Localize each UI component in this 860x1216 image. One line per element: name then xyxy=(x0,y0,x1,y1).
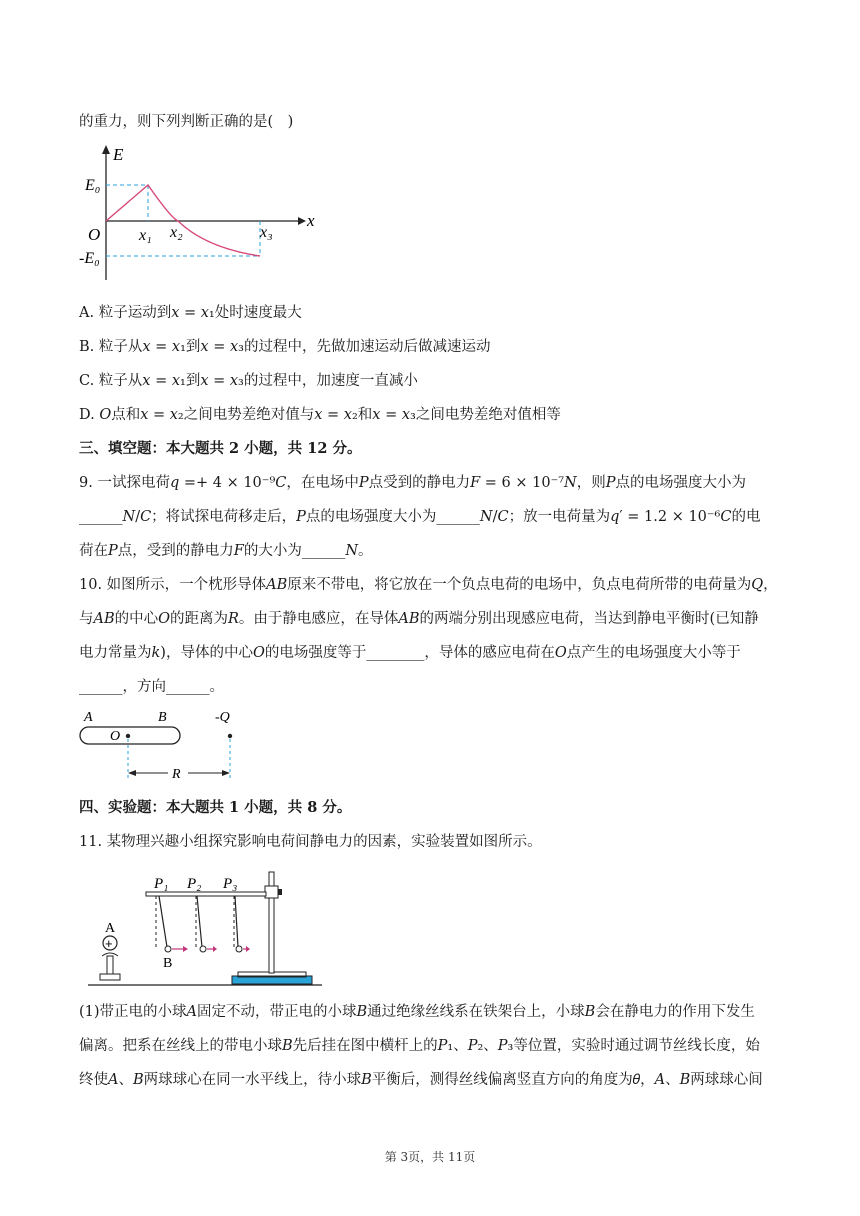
apparatus-figure xyxy=(86,868,326,992)
section-heading-experiment: 四、实验题：本大题共 1 小题，共 8 分。 xyxy=(79,799,352,816)
question-10-line-2: 与𝐴𝐵的中心𝑂的距离为𝑅。由于静电感应，在导体𝐴𝐵的两端分别出现感应电荷，当达到静电平衡时(已知静 xyxy=(79,611,759,627)
option-a: A. 粒子运动到𝑥 = 𝑥₁处时速度最大 xyxy=(79,305,302,321)
question-11-line-1: (1)带正电的小球𝐴固定不动，带正电的小球𝐵通过绝缘丝线系在铁架台上，小球𝐵会在静电力的作用下发生 xyxy=(79,1004,755,1020)
e-x-graph xyxy=(76,140,326,285)
question-11-intro: 11. 某物理兴趣小组探究影响电荷间静电力的因素，实验装置如图所示。 xyxy=(79,834,542,850)
x1-label: x₁ xyxy=(139,227,152,244)
page-footer: 第 3页，共 11页 xyxy=(384,1150,476,1164)
r-arrow-left-head xyxy=(128,770,136,776)
stand-clamp xyxy=(265,886,278,898)
x-axis-arrow xyxy=(298,217,306,225)
option-c: C. 粒子从𝑥 = 𝑥₁到𝑥 = 𝑥₃的过程中，加速度一直减小 xyxy=(79,373,418,389)
section-heading-fill-in: 三、填空题：本大题共 2 小题，共 12 分。 xyxy=(79,440,362,457)
question-9-line-1: 9. 一试探电荷𝑞 =+ 4 × 10⁻⁹𝐶，在电场中𝑃点受到的静电力𝐹 = 6 × 10⁻⁷𝑁，则𝑃点的电场强度大小为 xyxy=(79,475,746,491)
cross-bar xyxy=(146,892,266,896)
question-10-line-3: 电力常量为𝑘)，导体的中心𝑂的电场强度等于________，导体的感应电荷在𝑂点产生的电场强度大小等于 xyxy=(79,645,741,661)
e-axis-label: E xyxy=(113,145,124,164)
origin-label: O xyxy=(88,225,101,244)
label-b: B xyxy=(163,956,173,971)
pillar-base xyxy=(100,974,120,980)
label-o: O xyxy=(110,729,121,744)
label-a: A xyxy=(105,921,116,936)
insulated-pillar xyxy=(107,956,113,974)
question-11-line-3: 终使𝐴、𝐵两球球心在同一水平线上，待小球𝐵平衡后，测得丝线偏离竖直方向的角度为𝜃，𝐴、𝐵两球球心间 xyxy=(79,1072,763,1088)
force-arrowhead-p1 xyxy=(183,946,188,952)
ball-b-p2 xyxy=(200,946,206,952)
e0-label: E₀ xyxy=(85,177,101,194)
label-a: A xyxy=(84,710,93,725)
neg-e0-label: -E₀ xyxy=(79,250,100,267)
e-axis-arrow xyxy=(102,145,110,154)
ball-a-plus-sign: + xyxy=(105,936,113,951)
force-arrowhead-p3 xyxy=(246,946,250,952)
question-10-line-4: ______，方向______。 xyxy=(79,679,224,695)
label-p1: P₁ xyxy=(154,876,169,892)
question-9-line-3: 荷在𝑃点，受到的静电力𝐹的大小为______𝑁。 xyxy=(79,543,373,559)
apparatus-diagram xyxy=(86,868,326,992)
option-d: D. 𝑂点和𝑥 = 𝑥₂之间电势差绝对值与𝑥 = 𝑥₂和𝑥 = 𝑥₃之间电势差绝对值相等 xyxy=(79,407,561,423)
e-x-graph-figure xyxy=(76,140,326,285)
x-axis-label: x xyxy=(307,211,315,230)
x3-label: x₃ xyxy=(260,224,273,241)
p3-thread xyxy=(235,896,238,947)
clamp-screw xyxy=(278,889,282,895)
question-9-line-2: ______𝑁/𝐶；将试探电荷移走后，𝑃点的电场强度大小为______𝑁/𝐶；放一电荷量为𝑞′ = 1.2 × 10⁻⁶𝐶的电 xyxy=(79,509,761,525)
negative-charge-point xyxy=(228,734,232,738)
label-p2: P₂ xyxy=(187,876,202,892)
x2-label: x₂ xyxy=(170,224,183,241)
center-point-o xyxy=(126,734,130,738)
label-neg-q: -Q xyxy=(215,710,230,725)
label-b: B xyxy=(158,710,167,725)
label-p3: P₃ xyxy=(223,876,238,892)
force-arrowhead-p2 xyxy=(213,946,217,952)
question-11-line-2: 偏离。把系在丝线上的带电小球𝐵先后挂在图中横杆上的𝑃₁、𝑃₂、𝑃₃等位置，实验时通过调节丝线长度，始 xyxy=(79,1038,760,1054)
pillow-conductor-figure xyxy=(76,705,246,785)
ball-b-p1 xyxy=(165,946,171,952)
r-arrow-right-head xyxy=(222,770,230,776)
label-r: R xyxy=(172,767,181,782)
p1-thread xyxy=(159,896,167,947)
question-stem-continuation: 的重力，则下列判断正确的是( ) xyxy=(79,114,294,130)
pillow-conductor-diagram xyxy=(76,705,246,785)
ball-b-p3 xyxy=(236,946,242,952)
p2-thread xyxy=(197,896,202,947)
question-10-line-1: 10. 如图所示，一个枕形导体𝐴𝐵原来不带电，将它放在一个负点电荷的电场中，负点电荷所带的电荷量为𝑄， xyxy=(79,577,778,593)
option-b: B. 粒子从𝑥 = 𝑥₁到𝑥 = 𝑥₃的过程中，先做加速运动后做减速运动 xyxy=(79,339,491,355)
